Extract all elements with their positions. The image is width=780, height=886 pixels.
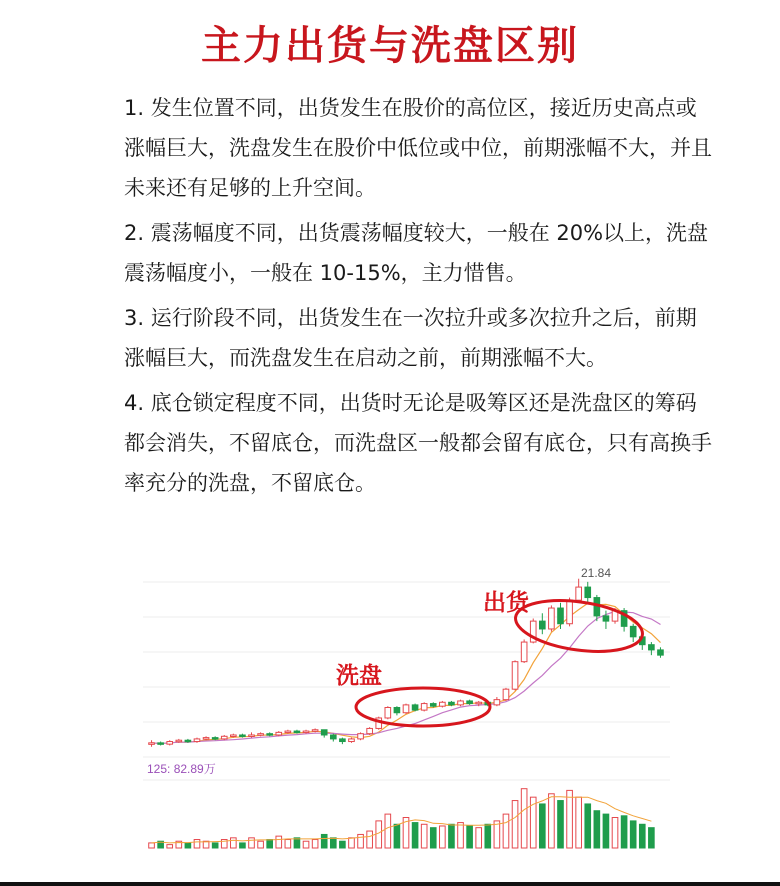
volume-bar xyxy=(231,838,237,848)
volume-bar xyxy=(449,824,455,848)
difference-list xyxy=(124,88,714,508)
candle-body xyxy=(330,735,336,739)
candle-body xyxy=(358,734,364,739)
candle-body xyxy=(549,608,555,629)
candle-body xyxy=(258,734,264,736)
volume-bar xyxy=(276,836,282,848)
candle-body xyxy=(249,735,255,737)
volume-bar xyxy=(567,790,573,848)
volume-bar xyxy=(167,845,173,848)
volume-bar xyxy=(494,821,500,848)
candle-body xyxy=(167,742,173,745)
volume-bar xyxy=(576,797,582,848)
distribution-annotation: 出货 xyxy=(483,590,529,616)
candle-body xyxy=(440,702,446,706)
candle-body xyxy=(231,735,237,737)
volume-bar xyxy=(521,789,527,848)
volume-bar xyxy=(621,816,627,848)
volume-bar xyxy=(430,828,436,848)
volume-bar xyxy=(649,828,655,848)
candle-body xyxy=(603,616,609,621)
volume-bar xyxy=(212,843,218,848)
candle-body xyxy=(539,621,545,629)
candle-body xyxy=(194,739,200,742)
volume-bar xyxy=(440,826,446,848)
candle-body xyxy=(403,705,409,713)
volume-bar xyxy=(512,801,518,848)
candle-body xyxy=(521,642,527,662)
candle-body xyxy=(240,735,246,737)
candle-body xyxy=(349,739,355,742)
candle-body xyxy=(276,732,282,735)
volume-bars xyxy=(149,789,654,848)
volume-bar xyxy=(240,843,246,848)
candle-body xyxy=(185,740,191,742)
point-3: 3. 运行阶段不同，出货发生在一次拉升或多次拉升之后，前期涨幅巨大，而洗盘发生在启动之前，前期涨幅不大。 xyxy=(124,306,697,370)
volume-bar xyxy=(503,814,509,848)
candle-body xyxy=(267,734,273,736)
volume-bar xyxy=(367,831,373,848)
candle-body xyxy=(476,702,482,704)
candle-body xyxy=(312,730,318,732)
candle-body xyxy=(303,731,309,733)
candle-body xyxy=(385,708,391,718)
volume-bar xyxy=(185,843,191,848)
candle-body xyxy=(221,736,227,739)
candle-body xyxy=(449,702,455,705)
volume-bar xyxy=(376,821,382,848)
candle-body xyxy=(394,708,400,713)
candle-body xyxy=(321,730,327,735)
candle-body xyxy=(367,728,373,733)
volume-bar xyxy=(385,814,391,848)
stock-chart xyxy=(143,562,670,854)
candle-body xyxy=(412,705,418,710)
volume-bar xyxy=(149,843,155,848)
candle-body xyxy=(340,739,346,742)
volume-bar xyxy=(485,824,491,848)
candle-body xyxy=(176,740,182,742)
volume-bar xyxy=(630,821,636,848)
candle-body xyxy=(430,704,436,707)
candle-body xyxy=(630,626,636,636)
candle-body xyxy=(576,587,582,600)
volume-bar xyxy=(358,834,364,848)
candle-body xyxy=(558,608,564,624)
volume-bar xyxy=(285,840,291,848)
volume-bar xyxy=(394,824,400,848)
candle-body xyxy=(658,650,664,655)
candle-body xyxy=(512,662,518,689)
volume-bar xyxy=(612,818,618,849)
volume-bar xyxy=(585,804,591,848)
volume-bar xyxy=(558,801,564,848)
candle-body xyxy=(158,743,164,745)
volume-bar xyxy=(267,840,273,848)
grid-lines xyxy=(143,582,670,780)
volume-bar xyxy=(549,794,555,848)
candle-body xyxy=(567,600,573,624)
candle-body xyxy=(203,738,209,740)
volume-bar xyxy=(594,811,600,848)
volume-bar xyxy=(258,841,264,848)
volume-bar xyxy=(321,834,327,848)
volume-bar xyxy=(340,841,346,848)
volume-bar xyxy=(312,840,318,848)
volume-bar xyxy=(194,840,200,848)
volume-bar xyxy=(458,823,464,848)
candle-body xyxy=(421,704,427,711)
volume-bar xyxy=(412,823,418,848)
candle-body xyxy=(149,743,155,745)
candle-body xyxy=(649,645,655,650)
peak-price-label: 21.84 xyxy=(581,566,612,580)
volume-label: 125: 82.89万 xyxy=(147,762,216,776)
volume-bar xyxy=(476,828,482,848)
candle-body xyxy=(494,700,500,705)
candle-body xyxy=(585,587,591,597)
volume-bar xyxy=(539,804,545,848)
candle-body xyxy=(458,701,464,705)
stock-chart-svg xyxy=(143,562,670,854)
volume-bar xyxy=(303,841,309,848)
volume-bar xyxy=(467,826,473,848)
wash-annotation: 洗盘 xyxy=(336,663,382,689)
candle-body xyxy=(212,738,218,740)
volume-bar xyxy=(421,824,427,848)
candle-body xyxy=(467,701,473,704)
volume-bar xyxy=(330,838,336,848)
volume-bar xyxy=(249,838,255,848)
volume-bar xyxy=(603,814,609,848)
page-title: 主力出货与洗盘区别 xyxy=(201,23,579,69)
ma-long-line xyxy=(152,611,661,743)
candle-body xyxy=(285,731,291,733)
volume-bar xyxy=(349,838,355,848)
bottom-divider xyxy=(0,882,780,886)
candle-body xyxy=(503,689,509,699)
point-4: 4. 底仓锁定程度不同，出货时无论是吸筹区还是洗盘区的筹码都会消失，不留底仓，而洗盘区一般都会留有底仓，只有高换手率充分的洗盘，不留底仓。 xyxy=(124,391,712,495)
point-1: 1. 发生位置不同，出货发生在股价的高位区，接近历史高点或涨幅巨大，洗盘发生在股价中低位或中位，前期涨幅不大，并且未来还有足够的上升空间。 xyxy=(124,96,712,200)
point-2: 2. 震荡幅度不同，出货震荡幅度较大，一般在 20%以上，洗盘震荡幅度小，一般在 10-15%，主力惜售。 xyxy=(124,221,709,285)
volume-bar xyxy=(639,824,645,848)
candle-body xyxy=(294,731,300,733)
